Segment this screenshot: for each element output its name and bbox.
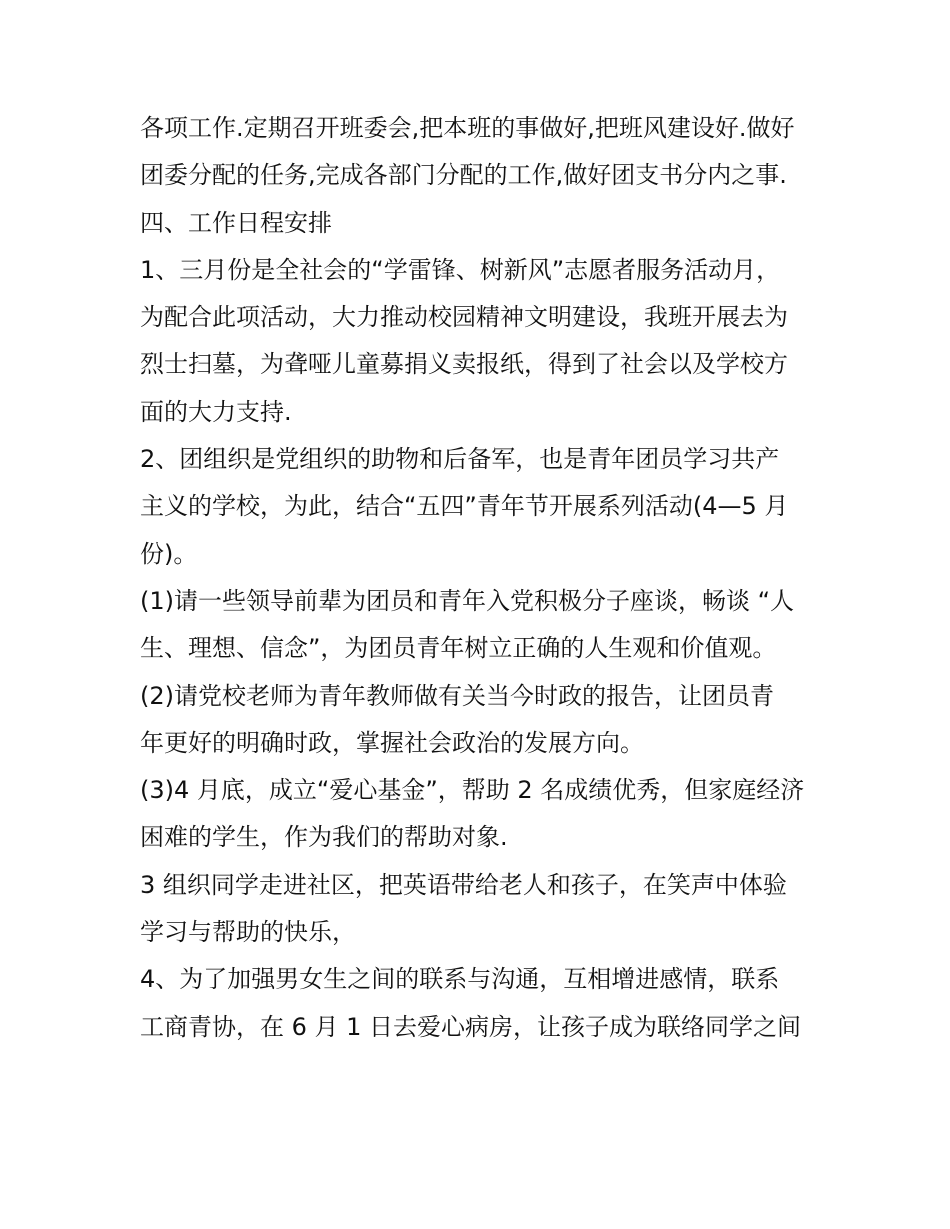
- text-line: 生、理想、信念”，为团员青年树立正确的人生观和价值观。: [140, 634, 777, 663]
- text-line: 团委分配的任务,完成各部门分配的工作,做好团支书分内之事.: [140, 161, 787, 190]
- text-line: 4、为了加强男女生之间的联系与沟通，互相增进感情，联系: [140, 965, 780, 994]
- text-line: 年更好的明确时政，掌握社会政治的发展方向。: [140, 728, 644, 757]
- document-body: [140, 105, 820, 1051]
- text-line: 学习与帮助的快乐，: [140, 918, 356, 947]
- text-line: 困难的学生，作为我们的帮助对象.: [140, 823, 508, 852]
- section-heading: 四、工作日程安排: [140, 208, 332, 237]
- text-line: 3 组织同学走进社区，把英语带给老人和孩子，在笑声中体验: [140, 870, 787, 899]
- text-line: 为配合此项活动，大力推动校园精神文明建设，我班开展去为: [140, 303, 788, 332]
- text-line: 2、团组织是党组织的助物和后备军，也是青年团员学习共产: [140, 445, 780, 474]
- text-line: 份)。: [140, 539, 198, 568]
- text-line: (1)请一些领导前辈为团员和青年入党积极分子座谈，畅谈 “人: [140, 586, 795, 615]
- text-line: (2)请党校老师为青年教师做有关当今时政的报告，让团员青: [140, 681, 774, 710]
- text-line: 主义的学校，为此，结合“五四”青年节开展系列活动(4—5 月: [140, 492, 789, 521]
- text-line: 工商青协，在 6 月 1 日去爱心病房，让孩子成为联络同学之间: [140, 1012, 802, 1041]
- text-line: 1、三月份是全社会的“学雷锋、树新风”志愿者服务活动月，: [140, 255, 781, 284]
- text-line: (3)4 月底，成立“爱心基金”，帮助 2 名成绩优秀，但家庭经济: [140, 776, 805, 805]
- text-line: 烈士扫墓，为聋哑儿童募捐义卖报纸，得到了社会以及学校方: [140, 350, 788, 379]
- text-line: 面的大力支持.: [140, 397, 292, 426]
- text-line: 各项工作.定期召开班委会,把本班的事做好,把班风建设好.做好: [140, 114, 795, 142]
